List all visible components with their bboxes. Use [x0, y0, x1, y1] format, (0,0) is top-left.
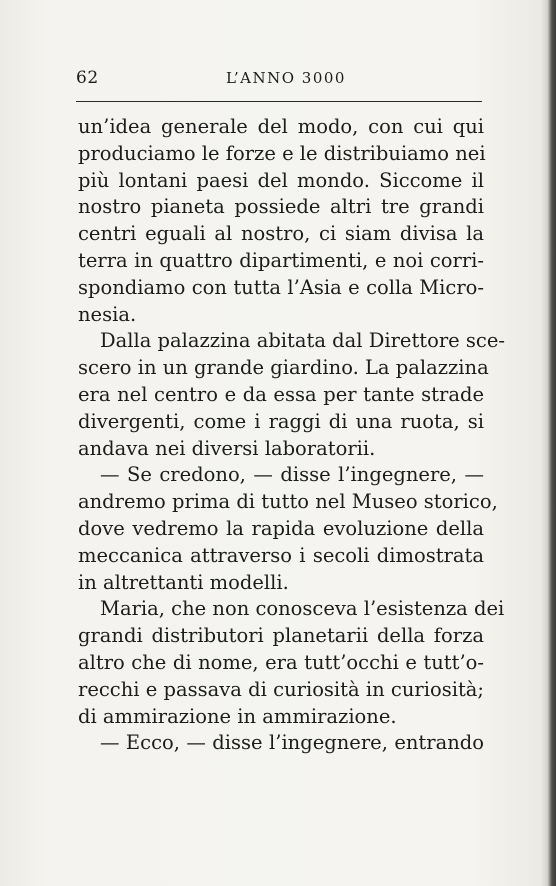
text-line: recchi e passava di curiosità in curiosità; [78, 677, 484, 701]
text-line: terra in quattro dipartimenti, e noi corri- [78, 248, 484, 272]
text-line: più lontani paesi del mondo. Siccome il [78, 168, 484, 192]
text-line: era nel centro e da essa per tante strade [78, 382, 484, 406]
text-line: dove vedremo la rapida evoluzione della [78, 516, 484, 540]
text-line: — Ecco, — disse l’ingegnere, entrando [100, 731, 484, 755]
text-line: Dalla palazzina abitata dal Direttore sce- [100, 329, 505, 353]
header-rule [76, 101, 482, 102]
text-line: un’idea generale del modo, con cui qui [78, 115, 484, 138]
text-line: produciamo le forze e le distribuiamo nei [78, 141, 486, 165]
text-line: altro che di nome, era tutt’occhi e tutt’o- [78, 650, 484, 674]
text-line: divergenti, come i raggi di una ruota, si [78, 409, 484, 433]
page-header [76, 68, 482, 92]
text-line: — Se credono, — disse l’ingegnere, — [100, 463, 484, 487]
text-line: scero in un grande giardino. La palazzina [78, 356, 489, 380]
text-line: centri eguali al nostro, ci siam divisa la [78, 222, 484, 246]
text-line: nesia. [78, 302, 137, 326]
text-line: nostro pianeta possiede altri tre grandi [78, 195, 484, 219]
text-line: meccanica attraverso i secoli dimostrata [78, 543, 484, 567]
page-binding-edge [542, 0, 556, 886]
text-line: in altrettanti modelli. [78, 570, 289, 594]
page-number: 62 [76, 68, 99, 88]
text-line: di ammirazione in ammirazione. [78, 704, 397, 728]
text-line: andremo prima di tutto nel Museo storico, [78, 490, 498, 514]
text-line: Maria, che non conosceva l’esistenza dei [100, 597, 505, 621]
text-line: andava nei diversi laboratorii. [78, 436, 376, 460]
text-line: grandi distributori planetarii della forza [78, 624, 484, 648]
body-text [78, 114, 505, 757]
text-line: spondiamo con tutta l’Asia e colla Micro- [78, 275, 484, 299]
running-title: L’ANNO 3000 [226, 69, 346, 87]
